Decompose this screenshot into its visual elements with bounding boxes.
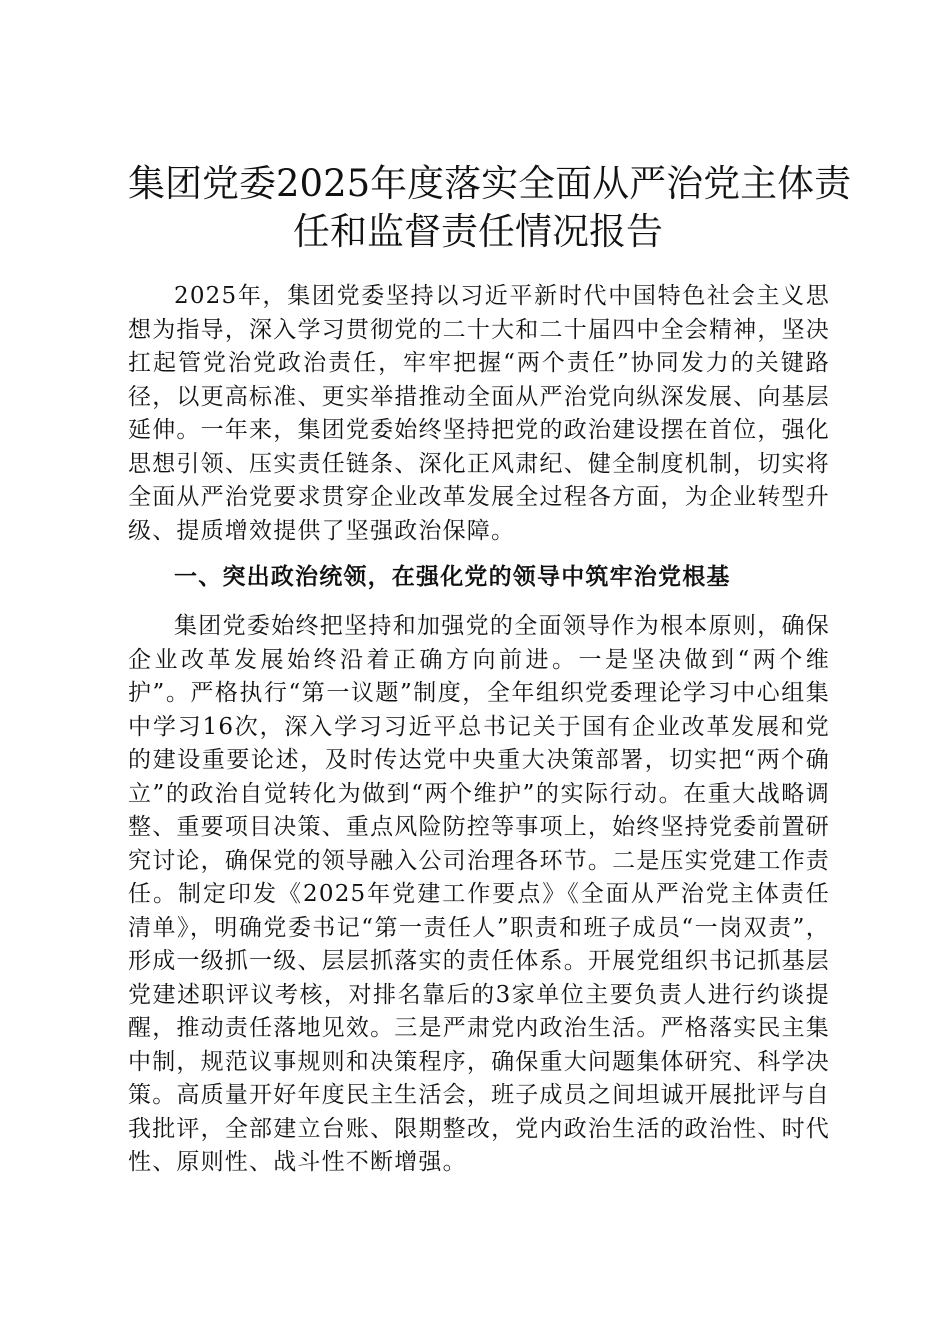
section-1-heading: 一、突出政治统领，在强化党的领导中筑牢治党根基: [174, 564, 731, 590]
title-line-1: 集团党委2025年度落实全面从严治党主体责: [128, 162, 852, 205]
section-1-paragraph: 集团党委始终把坚持和加强党的全面领导作为根本原则，确保企业改革发展始终沿着正确方向前进。一是坚决做到“两个维护”。严格执行“第一议题”制度，全年组织党委理论学习中心组集中学习16次，深入学习习近平总书记关于国有企业改革发展和党的建设重要论述，及时传达党中央重大决策部署，切实把“两个确立”的政治自觉转化为做到“两个维护”的实际行动。在重大战略调整、重要项目决策、重点风险防控等事项上，始终坚持党委前置研究讨论，确保党的领导融入公司治理各环节。二是压实党建工作责任。制定印发《2025年党建工作要点》《全面从严治党主体责任清单》，明确党委书记“第一责任人”职责和班子成员“一岗双责”，形成一级抓一级、层层抓落实的责任体系。开展党组织书记抓基层党建述职评议考核，对排名靠后的3家单位主要负责人进行约谈提醒，推动责任落地见效。三是严肃党内政治生活。严格落实民主集中制，规范议事规则和决策程序，确保重大问题集体研究、科学决策。高质量开好年度民主生活会，班子成员之间坦诚开展批评与自我批评，全部建立台账、限期整改，党内政治生活的政治性、时代性、原则性、战斗性不断增强。: [128, 613, 830, 1175]
document-title: [128, 160, 852, 256]
intro-paragraph: 2025年，集团党委坚持以习近平新时代中国特色社会主义思想为指导，深入学习贯彻党的二十大和二十届四中全会精神，坚决扛起管党治党政治责任，牢牢把握“两个责任”协同发力的关键路径，以更高标准、更实举措推动全面从严治党向纵深发展、向基层延伸。一年来，集团党委始终坚持把党的政治建设摆在首位，强化思想引领、压实责任链条、深化正风肃纪、健全制度机制，切实将全面从严治党要求贯穿企业改革发展全过程各方面，为企业转型升级、提质增效提供了坚强政治保障。: [128, 283, 830, 544]
title-line-2: 任和监督责任情况报告: [293, 210, 663, 253]
